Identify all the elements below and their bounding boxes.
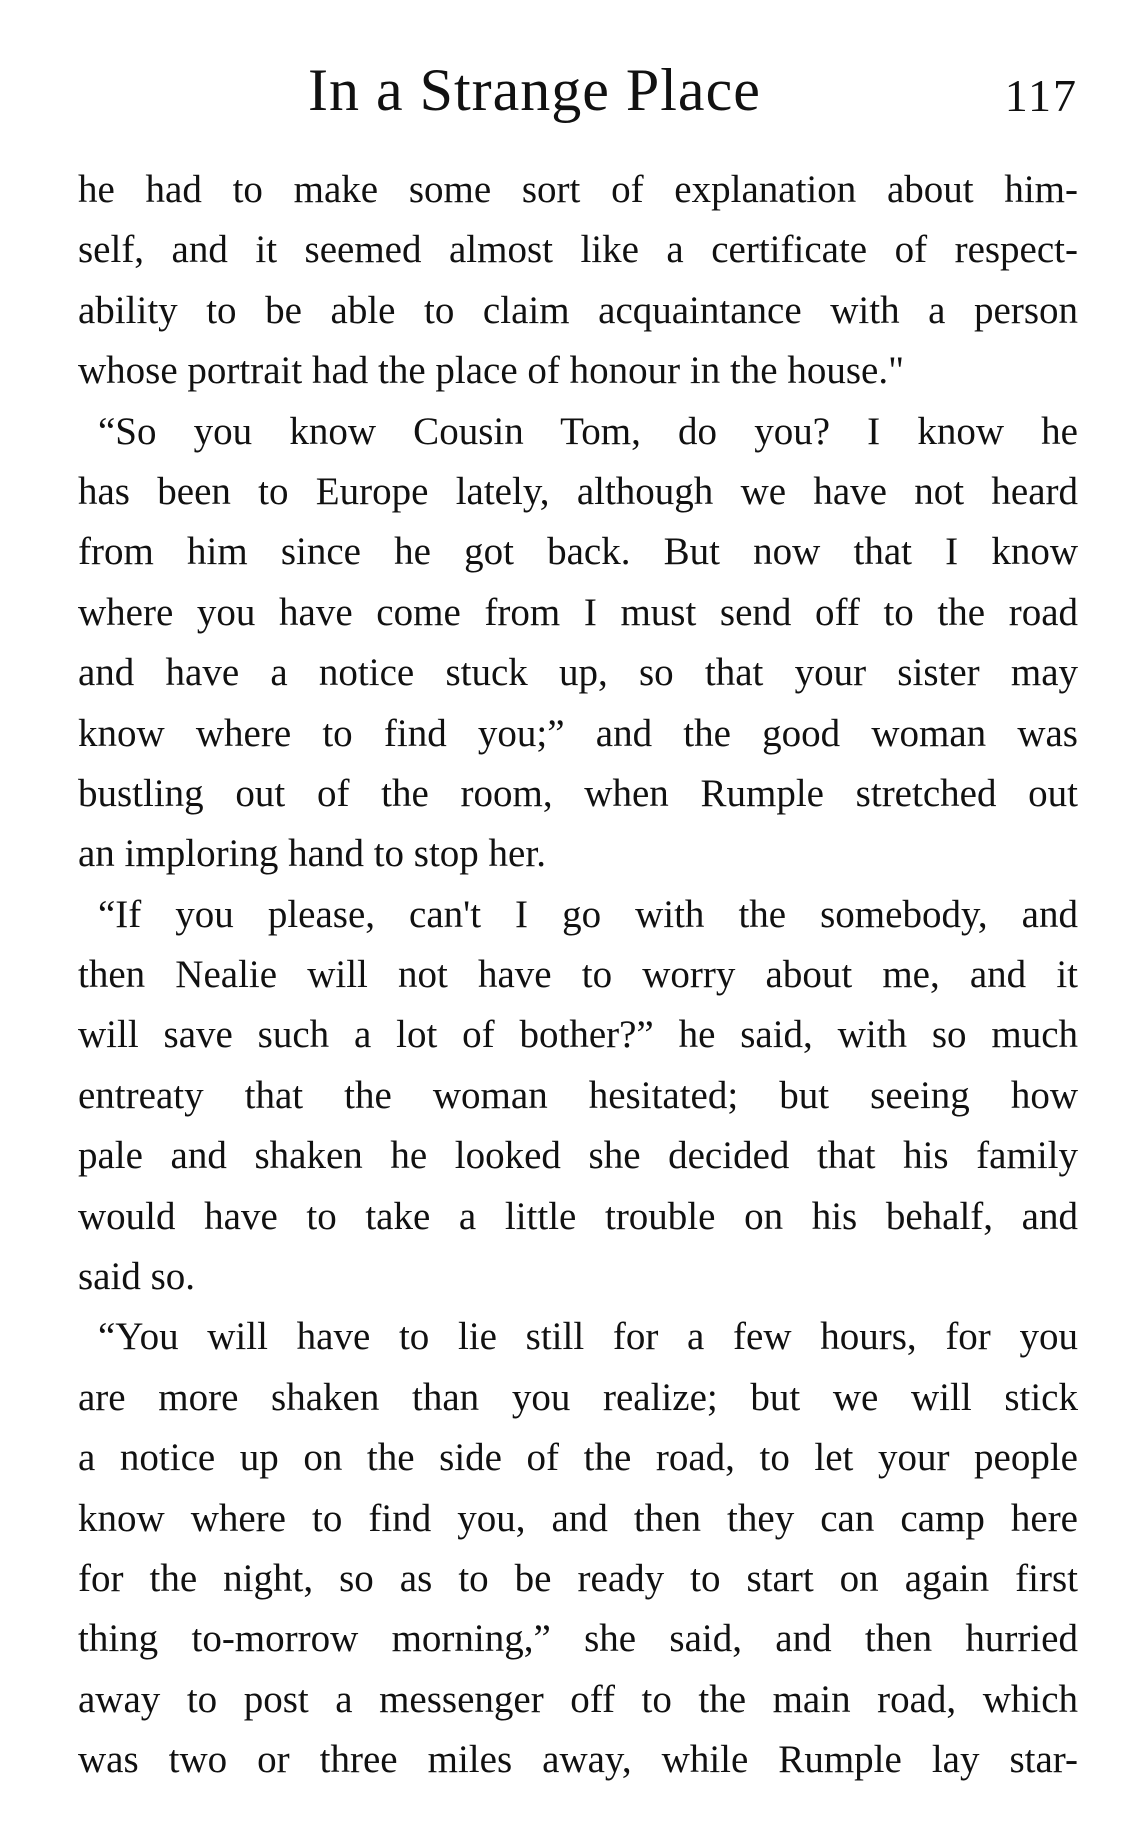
text-line: has been to Europe lately, although we have not heard (78, 469, 1078, 513)
body-text (78, 160, 1078, 1791)
text-line: bustling out of the room, when Rumple stretched out (78, 771, 1078, 815)
text-line: self, and it seemed almost like a certificate of respect- (78, 228, 1078, 272)
text-line: “If you please, can't I go with the somebody, and (98, 892, 1078, 936)
text-line: where you have come from I must send off to the road (78, 590, 1078, 634)
text-line: for the night, so as to be ready to start on again first (78, 1556, 1078, 1600)
text-line: away to post a messenger off to the main road, which (78, 1677, 1078, 1721)
text-line: are more shaken than you realize; but we will stick (78, 1375, 1078, 1419)
text-line: ability to be able to claim acquaintance with a person (78, 288, 1078, 332)
text-line: he had to make some sort of explanation about him- (78, 168, 1078, 211)
page-header (78, 50, 1078, 130)
text-line: would have to take a little trouble on his behalf, and (78, 1194, 1078, 1238)
text-line: “You will have to lie still for a few hours, for you (98, 1315, 1078, 1359)
text-line: will save such a lot of bother?” he said, with so much (78, 1013, 1078, 1057)
text-line: an imploring hand to stop her. (78, 832, 546, 876)
text-line: then Nealie will not have to worry about me, and it (78, 953, 1078, 997)
text-line: know where to find you;” and the good woman was (78, 711, 1078, 755)
text-line: whose portrait had the place of honour in the house." (78, 349, 905, 393)
text-line: was two or three miles away, while Rumple lay star- (78, 1738, 1078, 1782)
page-number: 117 (1004, 70, 1078, 121)
text-line: said so. (78, 1255, 195, 1299)
text-line: and have a notice stuck up, so that your sister may (78, 651, 1078, 695)
text-line: “So you know Cousin Tom, do you? I know he (98, 409, 1078, 453)
text-line: entreaty that the woman hesitated; but seeing how (78, 1073, 1078, 1117)
text-line: pale and shaken he looked she decided that his family (78, 1134, 1078, 1178)
running-title: In a Strange Place (308, 57, 761, 123)
text-line: from him since he got back. But now that I know (78, 530, 1078, 574)
text-line: a notice up on the side of the road, to let your people (78, 1436, 1078, 1480)
text-line: thing to-morrow morning,” she said, and then hurried (78, 1617, 1078, 1661)
text-line: know where to find you, and then they can camp here (78, 1496, 1078, 1540)
